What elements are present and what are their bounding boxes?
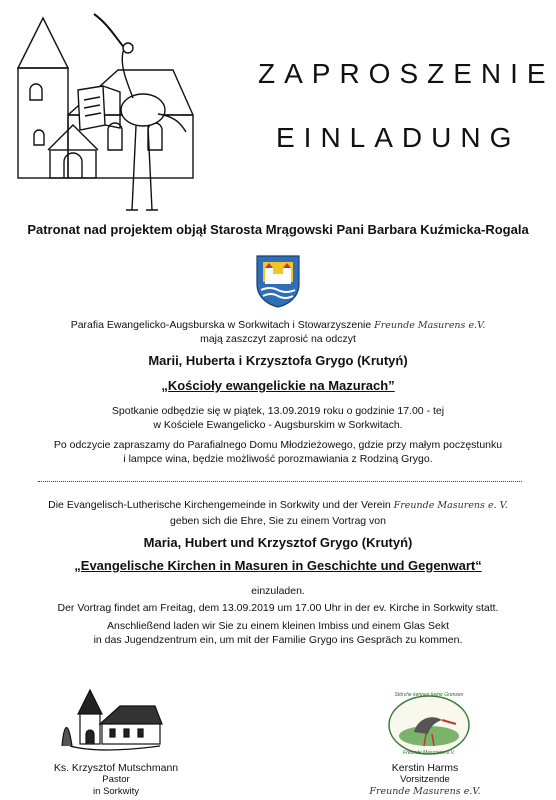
title-polish: ZAPROSZENIE bbox=[258, 58, 555, 89]
church-drawing bbox=[60, 684, 170, 756]
polish-after-line2: i lampce wina, będzie możliwość porozmawiania z Rodziną Grygo. bbox=[123, 453, 433, 465]
signature-left-name: Ks. Krzysztof Mutschmann bbox=[53, 762, 179, 774]
german-date-line: Der Vortrag findet am Freitag, dem 13.09.2019 um 17.00 Uhr in der ev. Kirche in Sorkwity statt. bbox=[57, 602, 499, 614]
freunde-masurens-logo bbox=[386, 694, 472, 756]
logo-bottom-text: Freunde Masurens e.V. bbox=[403, 750, 455, 756]
signature-right-name: Kerstin Harms bbox=[391, 762, 459, 774]
signature-left-role: Pastor bbox=[102, 774, 130, 785]
logo-top-text: Störche kennen keine Grenzen bbox=[394, 692, 464, 698]
german-after-line1: Anschließend laden wir Sie zu einem kleinen Imbiss und einem Glas Sekt bbox=[106, 620, 449, 632]
german-intro-text: Die Evangelisch-Lutherische Kirchengemeinde in Sorkwity und der Verein bbox=[48, 499, 391, 511]
polish-invite: mają zaszczyt zaprosić na odczyt bbox=[200, 333, 356, 345]
polish-speakers: Marii, Huberta i Krzysztofa Grygo (Krutyń) bbox=[148, 353, 408, 368]
german-after-line2: in das Jugendzentrum ein, um mit der Familie Grygo ins Gespräch zu kommen. bbox=[93, 634, 463, 646]
signature-right bbox=[350, 762, 500, 798]
signature-right-role: Vorsitzende bbox=[400, 774, 450, 785]
german-invite: geben sich die Ehre, Sie zu einem Vortrag von bbox=[170, 515, 386, 527]
section-divider bbox=[38, 481, 522, 482]
coat-of-arms-icon bbox=[255, 254, 301, 308]
polish-lecture-title bbox=[0, 378, 556, 393]
german-lecture-title bbox=[0, 558, 556, 573]
polish-date-line2: w Kościele Ewangelicko - Augsburskim w Sorkwitach. bbox=[153, 419, 403, 431]
german-invited: einzuladen. bbox=[251, 585, 305, 597]
polish-intro-text: Parafia Ewangelicko-Augsburska w Sorkwitach i Stowarzyszenie bbox=[70, 319, 372, 331]
polish-association: Freunde Masurens e.V. bbox=[374, 320, 486, 331]
german-intro bbox=[0, 498, 556, 513]
german-association: Freunde Masurens e. V. bbox=[393, 500, 508, 511]
signature-right-org: Freunde Masurens e.V. bbox=[369, 786, 481, 797]
german-speakers: Maria, Hubert und Krzysztof Grygo (Krutyń) bbox=[143, 535, 413, 550]
patronage-line: Patronat nad projektem objął Starosta Mrągowski Pani Barbara Kuźmicka-Rogala bbox=[27, 222, 529, 237]
polish-after-line1: Po odczycie zapraszamy do Parafialnego Domu Młodzieżowego, gdzie przy małym poczęstunku bbox=[53, 439, 503, 451]
polish-date-line1: Spotkanie odbędzie się w piątek, 13.09.2019 roku o godzinie 17.00 - tej bbox=[111, 405, 445, 417]
polish-lecture-text: „Kościoły ewangelickie na Mazurach” bbox=[161, 378, 395, 393]
title-german: EINLADUNG bbox=[276, 122, 521, 153]
signature-left-place: in Sorkwity bbox=[93, 786, 139, 797]
church-stork-drawing bbox=[8, 10, 198, 215]
polish-intro bbox=[0, 318, 556, 333]
signature-left bbox=[26, 762, 206, 798]
german-lecture-text: „Evangelische Kirchen in Masuren in Geschichte und Gegenwart“ bbox=[74, 558, 482, 573]
